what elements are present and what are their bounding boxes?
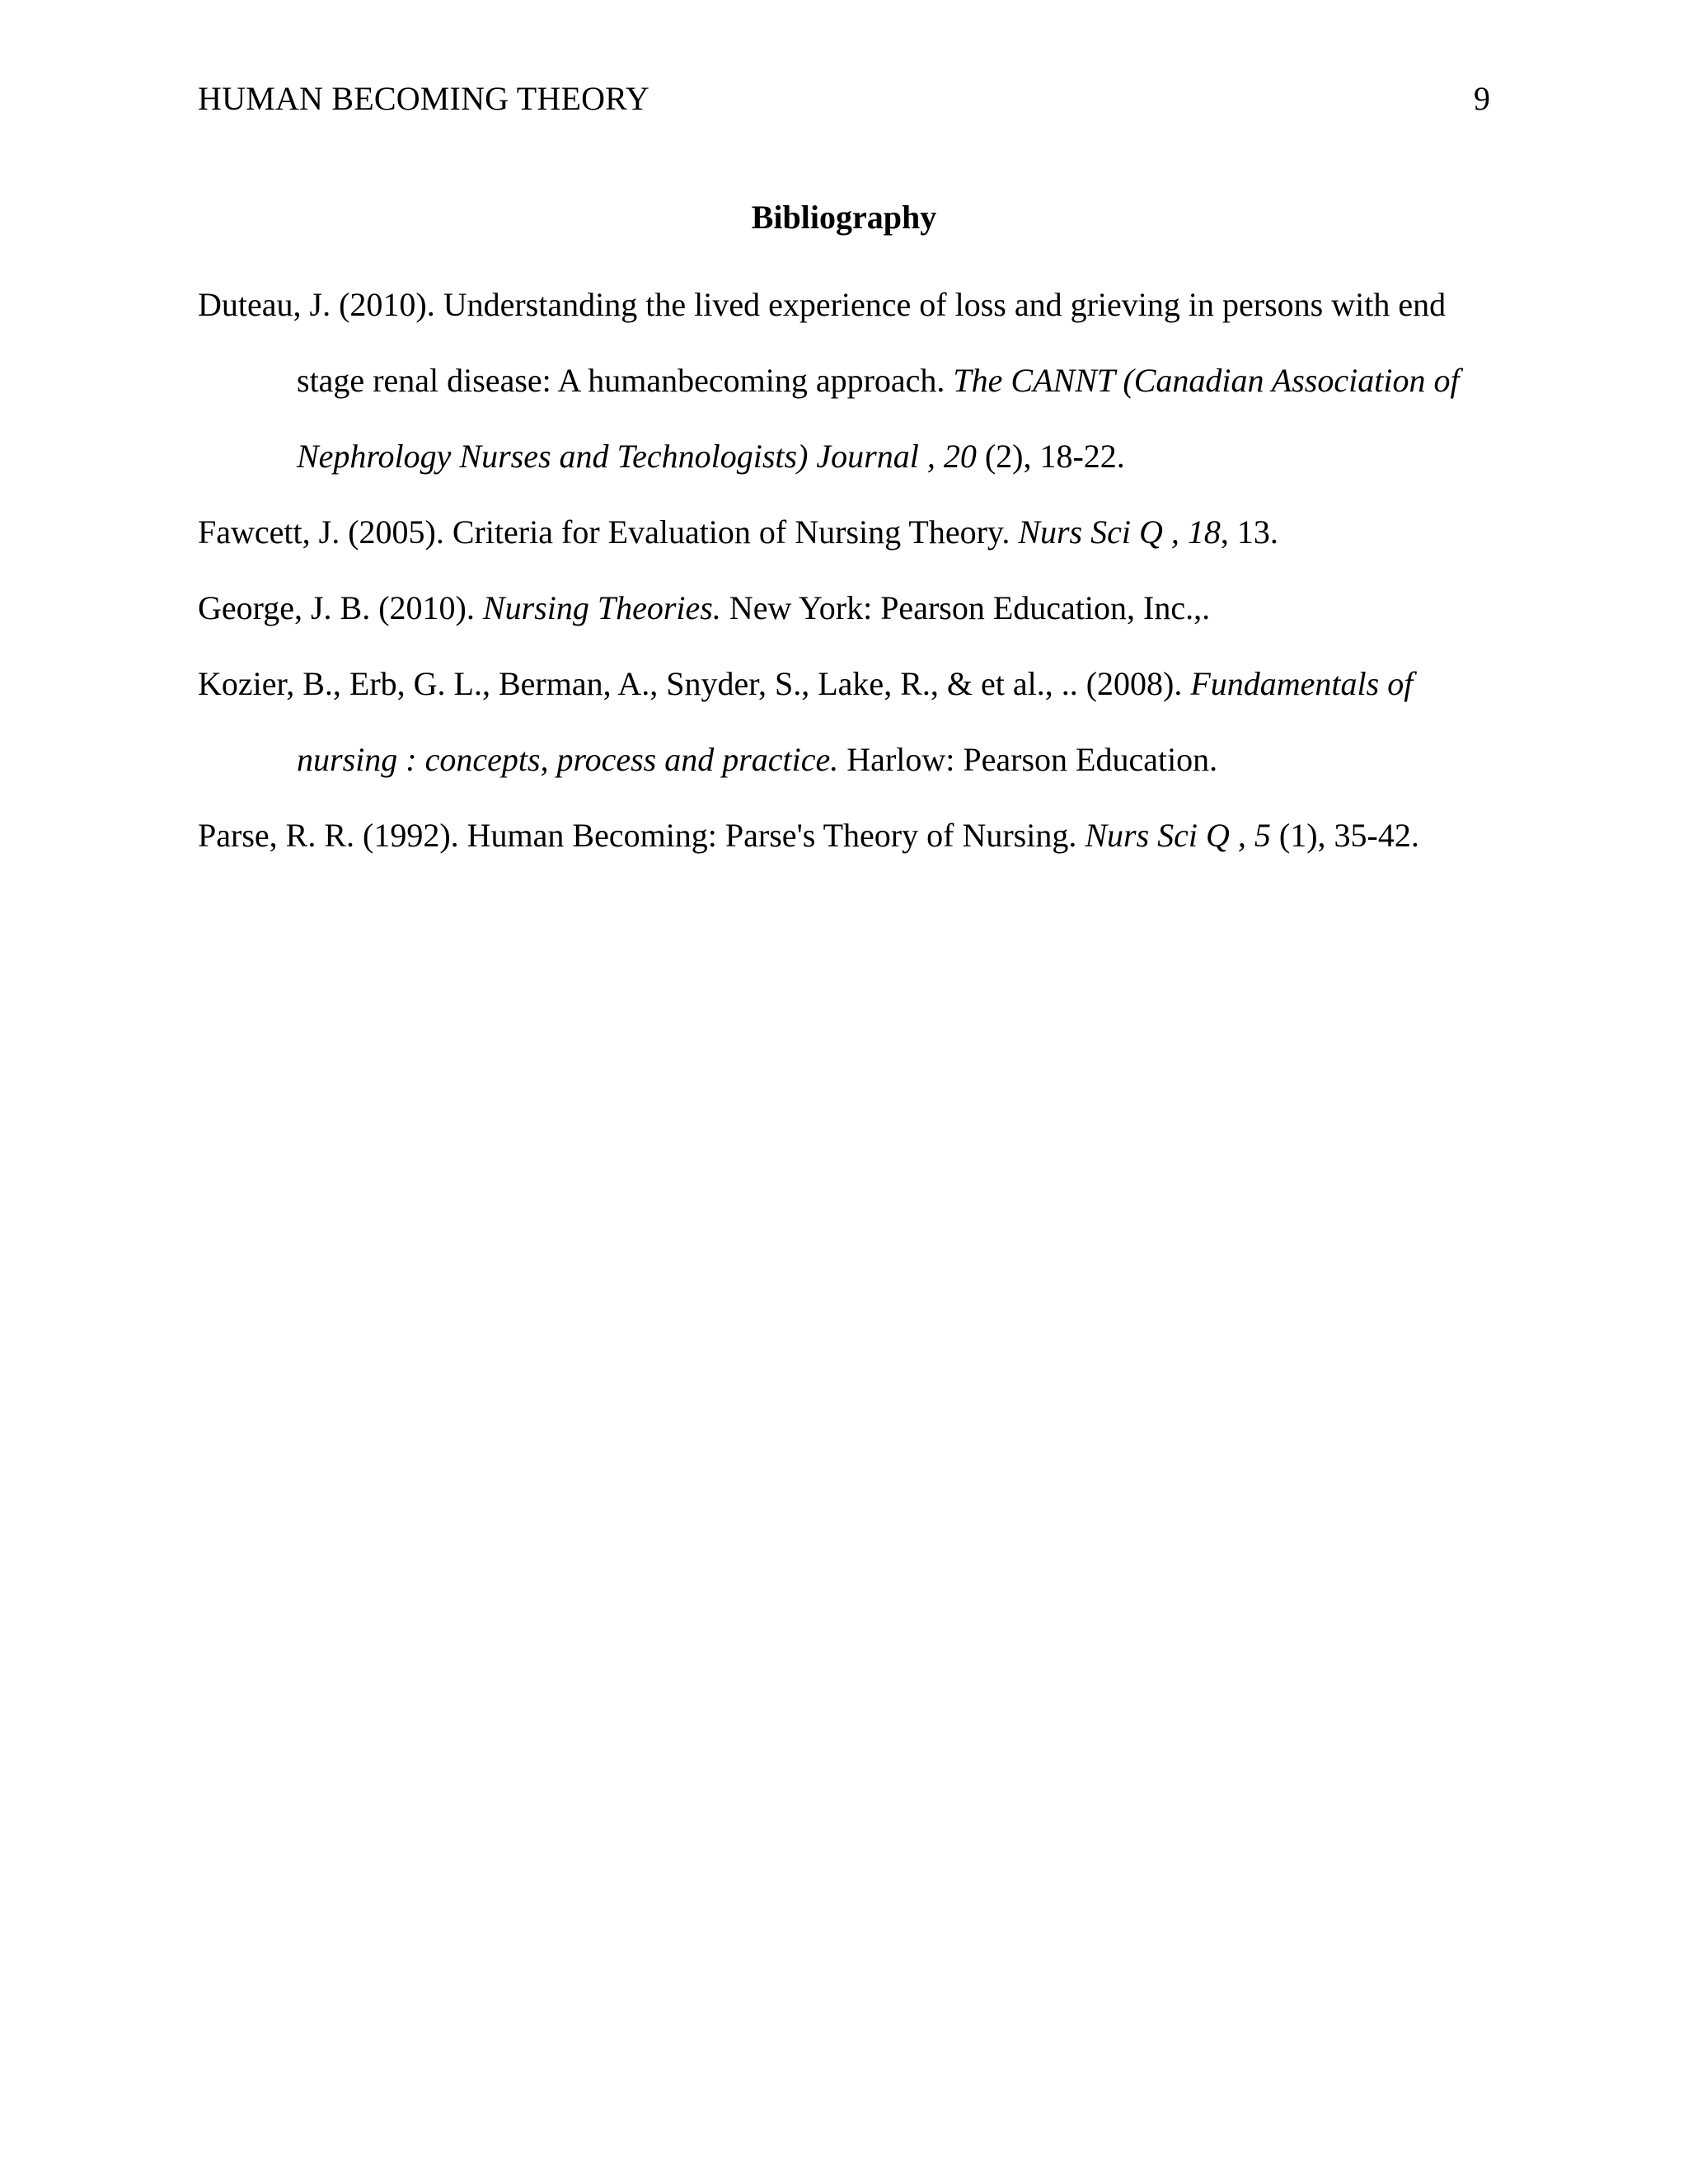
- page-number: 9: [1474, 80, 1490, 117]
- reference-details: Harlow: Pearson Education.: [838, 741, 1218, 778]
- bibliography-heading: Bibliography: [751, 199, 937, 236]
- reference-entry-duteau: [198, 267, 1492, 494]
- reference-source: Fundamentals of nursing : concepts, process and practice.: [297, 665, 1414, 778]
- reference-details: (2), 18-22.: [976, 438, 1125, 475]
- reference-text: Fawcett, J. (2005). Criteria for Evaluation of Nursing Theory.: [198, 513, 1019, 551]
- reference-source: Nursing Theories.: [482, 589, 721, 626]
- reference-entry-kozier: [198, 646, 1492, 798]
- reference-entry-fawcett: [198, 494, 1492, 570]
- reference-details: New York: Pearson Education, Inc.,.: [720, 589, 1211, 626]
- reference-source: The CANNT (Canadian Association of Nephrology Nurses and Technologists) Journal , 20: [297, 362, 1460, 475]
- reference-source: Nurs Sci Q , 18: [1018, 513, 1221, 551]
- reference-source: Nurs Sci Q , 5: [1085, 817, 1271, 854]
- reference-details: (1), 35-42.: [1270, 817, 1419, 854]
- running-head: HUMAN BECOMING THEORY: [198, 80, 649, 117]
- reference-text: Parse, R. R. (1992). Human Becoming: Parse's Theory of Nursing.: [198, 817, 1085, 854]
- reference-details: , 13.: [1220, 513, 1278, 551]
- reference-entry-george: [198, 570, 1492, 646]
- reference-entry-parse: [198, 798, 1492, 874]
- reference-text: Duteau, J. (2010). Understanding the lived experience of loss and grieving in persons with end stage renal disease: A humanbecoming approach.: [198, 286, 1447, 399]
- reference-text: George, J. B. (2010).: [198, 589, 483, 626]
- reference-list: [198, 267, 1492, 874]
- reference-text: Kozier, B., Erb, G. L., Berman, A., Snyder, S., Lake, R., & et al., .. (2008).: [198, 665, 1191, 702]
